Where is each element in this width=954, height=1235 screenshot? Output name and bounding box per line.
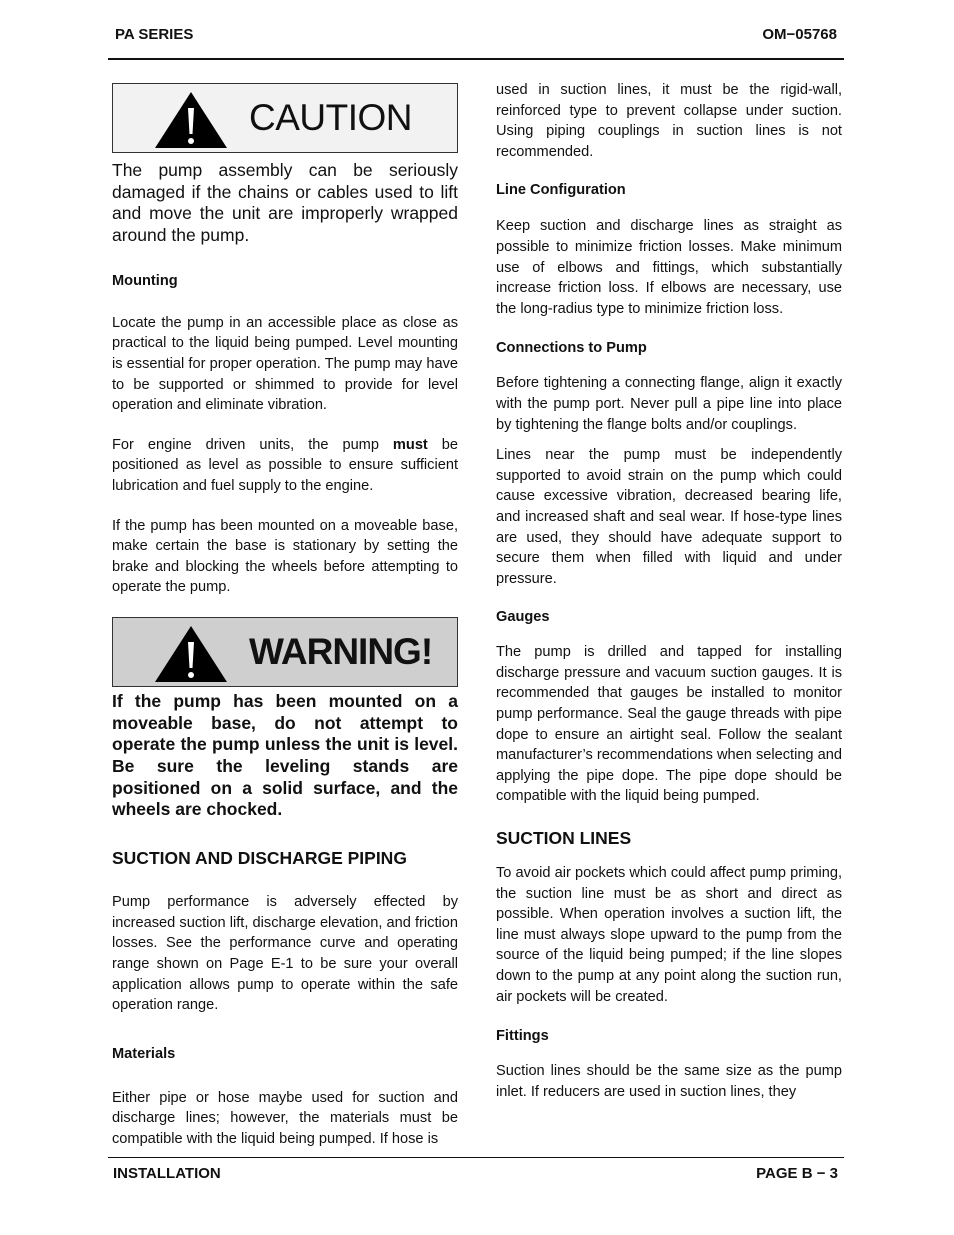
page-footer	[113, 1165, 838, 1185]
mounting-paragraph-2	[112, 435, 458, 497]
piping-paragraph: Pump performance is adversely effected by increased suction lift, discharge elevation, and friction losses. See the performance curve and operating range shown on Page E-1 to be sure your overall application allows pump to operate within the safe operation range.	[112, 894, 458, 1014]
mounting-paragraph-1: Locate the pump in an accessible place as close as practical to the liquid being pumped. Level mounting is essential for proper operation. The pump may have to be supported or shimmed to provide for level operation and eliminate vibration.	[112, 314, 458, 414]
mounting-p2-text: For engine driven units, the pump	[112, 436, 393, 453]
warning-box	[112, 617, 458, 687]
connections-paragraph-1: Before tightening a connecting flange, align it exactly with the pump port. Never pull a pipe line into place by tightening the flange bolts and/or couplings.	[496, 375, 842, 433]
caution-text: The pump assembly can be seriously damaged if the chains or cables used to lift and move the unit are improperly wrapped around the pump.	[112, 160, 458, 246]
materials-heading: Materials	[112, 1045, 176, 1062]
page-header	[115, 26, 837, 46]
right-column	[496, 80, 842, 1102]
mounting-heading: Mounting	[112, 272, 178, 289]
line-configuration-heading: Line Configuration	[496, 182, 626, 199]
mounting-p2-emphasis: must	[392, 436, 428, 453]
left-column	[112, 80, 458, 1150]
materials-continued: used in suction lines, it must be the rigid-wall, reinforced type to prevent collapse under suction. Using piping couplings in suction lines is not recommended.	[496, 82, 842, 160]
gauges-heading: Gauges	[496, 609, 550, 626]
suction-lines-heading: SUCTION LINES	[496, 828, 632, 849]
caution-label: CAUTION	[249, 97, 412, 138]
line-configuration-paragraph: Keep suction and discharge lines as straight as possible to minimize friction losses. Make minimum use of elbows and fittings, which substantially increase friction loss. If elbows are necessary, use the long-radius type to minimize friction loss.	[496, 218, 842, 317]
footer-rule	[108, 1157, 844, 1158]
suction-lines-paragraph: To avoid air pockets which could affect pump priming, the suction line must be as short and direct as possible. When operation involves a suction lift, the line must always slope upward to the pump from the source of the liquid being pumped; if the line slopes down to the pump at any point along the suction run, air pockets will be created.	[496, 865, 842, 1005]
caution-box	[112, 83, 458, 153]
connections-paragraph-2: Lines near the pump must be independently supported to avoid strain on the pump which could cause excessive vibration, decreased bearing life, and increased shaft and seal wear. If hose-type lines are used, they should have adequate support to secure them when filled with liquid and under pressure.	[496, 447, 842, 587]
piping-heading: SUCTION AND DISCHARGE PIPING	[112, 848, 407, 869]
section-label: INSTALLATION	[113, 1165, 221, 1182]
fittings-paragraph: Suction lines should be the same size as the pump inlet. If reducers are used in suction lines, they	[496, 1063, 842, 1100]
exclamation-triangle-icon	[153, 624, 229, 684]
exclamation-triangle-icon	[153, 90, 229, 150]
warning-label: WARNING!	[249, 630, 433, 672]
connections-heading: Connections to Pump	[496, 340, 647, 357]
mounting-p2-text-end: be positioned as level as possible to ensure sufficient lubrication and fuel supply to the engine.	[112, 436, 458, 494]
warning-text: If the pump has been mounted on a moveable base, do not attempt to operate the pump unless the unit is level. Be sure the leveling stands are positioned on a solid surface, and the wheels are chocked.	[112, 690, 458, 820]
page-number: PAGE B − 3	[756, 1165, 838, 1182]
gauges-paragraph: The pump is drilled and tapped for installing discharge pressure and vacuum suction gauges. It is recommended that gauges be installed to monitor pump performance. Seal the gauge threads with pipe dope to ensure an airtight seal. Follow the sealant manufacturer’s recommendations when selecting and applying the pipe dope. The pipe dope should be compatible with the liquid being pumped.	[496, 644, 842, 805]
fittings-heading: Fittings	[496, 1028, 549, 1045]
series-label: PA SERIES	[115, 26, 194, 43]
materials-paragraph: Either pipe or hose maybe used for suction and discharge lines; however, the materials must be compatible with the liquid being pumped. If hose is	[112, 1089, 458, 1147]
header-rule	[108, 58, 844, 60]
document-number: OM−05768	[762, 26, 837, 43]
mounting-paragraph-3: If the pump has been mounted on a moveable base, make certain the base is stationary by setting the brake and blocking the wheels before attempting to operate the pump.	[112, 517, 458, 596]
